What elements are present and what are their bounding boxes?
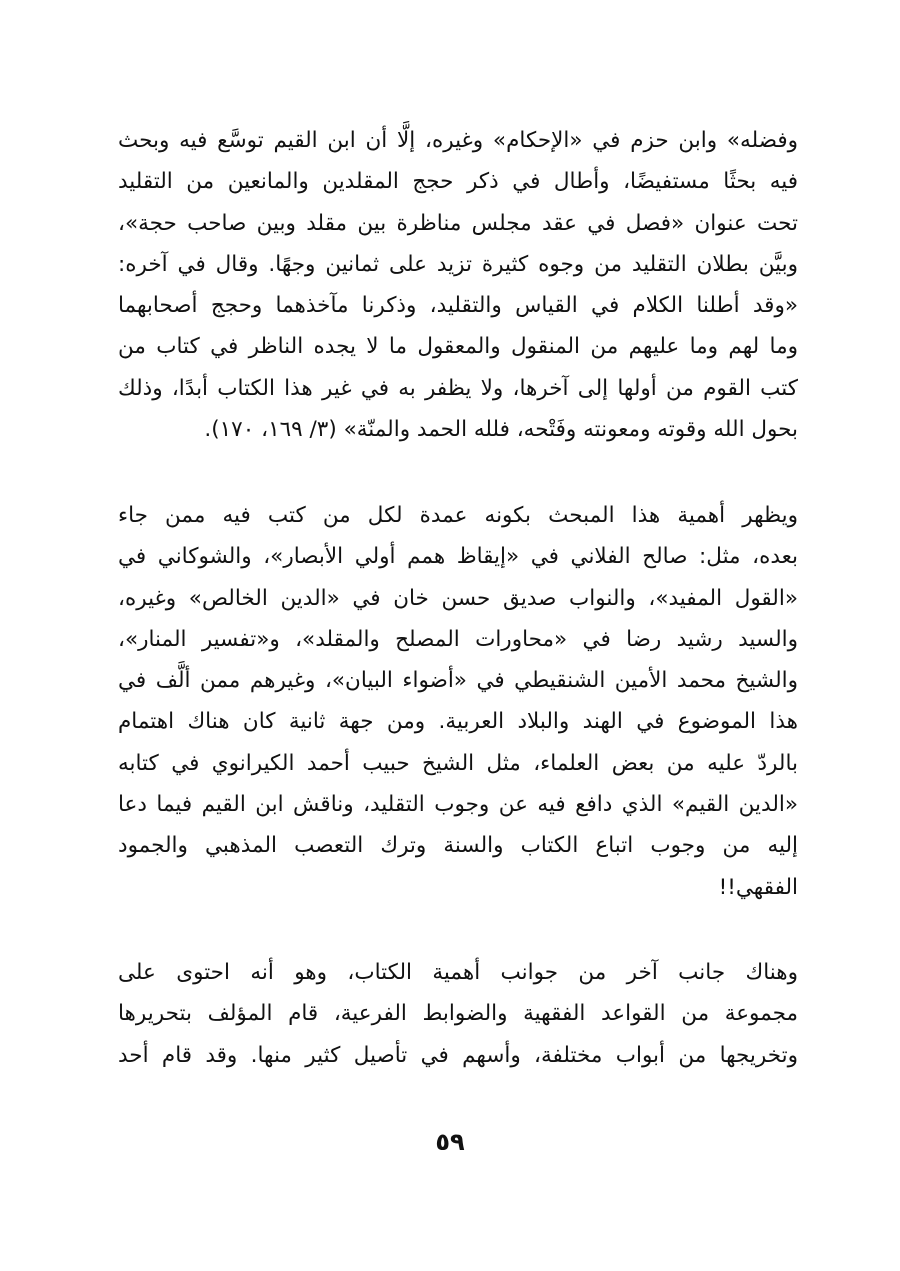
page-number: ٥٩ — [435, 1128, 465, 1156]
text-line: بعده، مثل: صالح الفلاني في «إيقاظ همم أولي الأبصار»، والشوكاني في — [118, 544, 798, 570]
text-line: وما لهم وما عليهم من المنقول والمعقول ما لا يجده الناظر في كتاب من — [118, 334, 798, 360]
text-line: وفضله» وابن حزم في «الإحكام» وغيره، إلَّا أن ابن القيم توسَّع فيه وبحث — [118, 128, 798, 153]
text-line: ويظهر أهمية هذا المبحث بكونه عمدة لكل من كتب فيه ممن جاء — [118, 503, 798, 528]
paragraph-3 — [118, 952, 798, 1076]
paragraph-2 — [118, 495, 798, 908]
text-line: مجموعة من القواعد الفقهية والضوابط الفرعية، قام المؤلف بتحريرها — [118, 1001, 798, 1027]
text-line: وتخريجها من أبواب مختلفة، وأسهم في تأصيل كثير منها. وقد قام أحد — [118, 1042, 798, 1068]
text-line: فيه بحثًا مستفيضًا، وأطال في ذكر حجج المقلدين والمانعين من التقليد — [118, 169, 798, 195]
text-line: هذا الموضوع في الهند والبلاد العربية. ومن جهة ثانية كان هناك اهتمام — [118, 709, 798, 735]
text-line: الفقهي!! — [718, 874, 798, 900]
text-line: إليه من وجوب اتباع الكتاب والسنة وترك التعصب المذهبي والجمود — [118, 833, 798, 859]
text-line: تحت عنوان «فصل في عقد مجلس مناظرة بين مقلد وبين صاحب حجة»، — [118, 210, 798, 236]
text-line: بحول الله وقوته ومعونته وفَتْحه، فلله الحمد والمنّة» (٣/ ١٦٩، ١٧٠). — [204, 417, 798, 443]
paragraph-1 — [118, 120, 798, 450]
text-line: والسيد رشيد رضا في «محاورات المصلح والمقلد»، و«تفسير المنار»، — [118, 626, 798, 652]
text-line: «الدين القيم» الذي دافع فيه عن وجوب التقليد، وناقش ابن القيم فيما دعا — [118, 792, 798, 818]
text-line: وهناك جانب آخر من جوانب أهمية الكتاب، وهو أنه احتوى على — [118, 960, 798, 985]
text-line: والشيخ محمد الأمين الشنقيطي في «أضواء البيان»، وغيرهم ممن ألَّف في — [118, 668, 798, 694]
text-line: «القول المفيد»، والنواب صديق حسن خان في «الدين الخالص» وغيره، — [118, 585, 798, 611]
text-line: بالردّ عليه من بعض العلماء، مثل الشيخ حبيب أحمد الكيرانوي في كتابه — [118, 750, 798, 776]
text-line: «وقد أطلنا الكلام في القياس والتقليد، وذكرنا مآخذهما وحجج أصحابهما — [118, 293, 798, 319]
text-line: كتب القوم من أولها إلى آخرها، ولا يظفر به في غير هذا الكتاب أبدًا، وذلك — [118, 375, 798, 401]
text-line: وبيَّن بطلان التقليد من وجوه كثيرة تزيد على ثمانين وجهًا. وقال في آخره: — [118, 251, 798, 277]
